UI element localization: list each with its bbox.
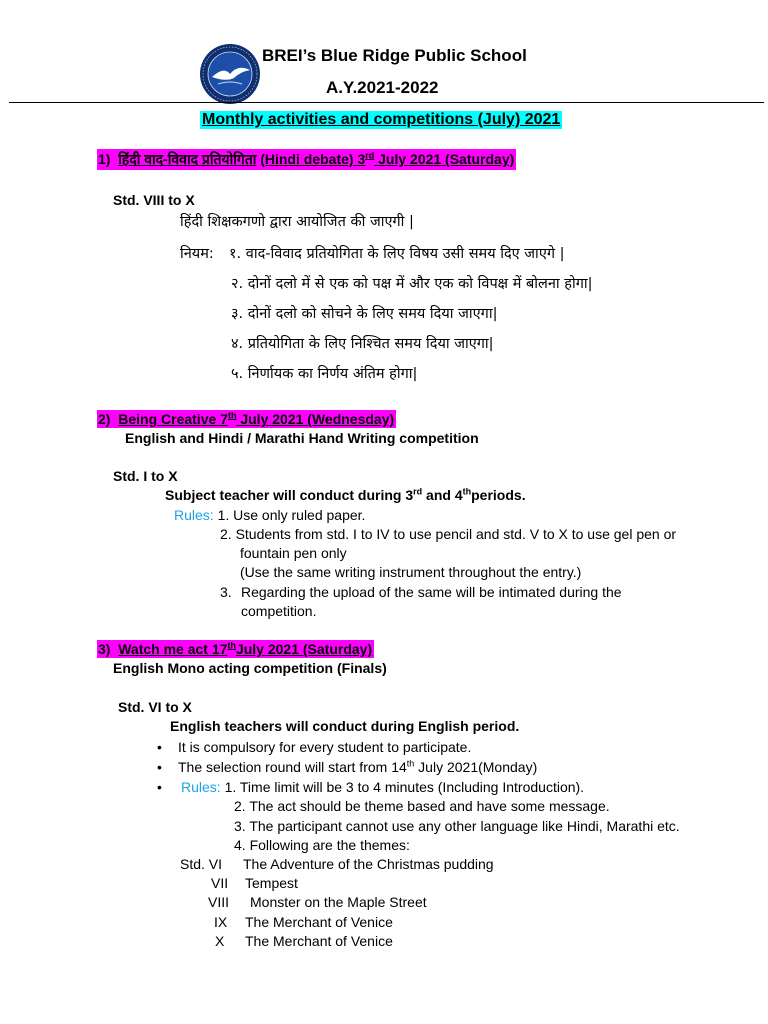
school-name: BREI’s Blue Ridge Public School <box>262 46 527 65</box>
section3-date: July 2021 (Saturday) <box>235 641 373 657</box>
bullet-icon: • <box>157 759 162 775</box>
bullet-icon: • <box>157 739 162 755</box>
section1-rule-1: १. वाद-विवाद प्रतियोगिता के लिए विषय उसी समय दिए जाएगे | <box>229 246 565 262</box>
section1-rule-4: ४. प्रतियोगिता के लिए निश्चित समय दिया जाएगा| <box>231 336 494 352</box>
section3-rule-2: 2. The act should be theme based and have some message. <box>234 798 610 814</box>
section1-intro: हिंदी शिक्षकगणो द्वारा आयोजित की जाएगी | <box>180 214 414 230</box>
theme-std: IX <box>214 914 228 930</box>
header-divider <box>9 102 764 103</box>
section2-rule-2b: fountain pen only <box>240 545 347 561</box>
section3-std: Std. VI to X <box>118 699 192 715</box>
section2-rule-3a: Regarding the upload of the same will be intimated during the <box>241 584 622 600</box>
section1-date: July 2021 (Saturday) <box>374 151 515 167</box>
section3-subtitle: English Mono acting competition (Finals) <box>113 660 387 676</box>
theme-std: VII <box>211 875 229 891</box>
section3-heading <box>97 640 374 658</box>
section2-rule-3b: competition. <box>241 603 317 619</box>
section1-number: 1) <box>98 151 111 167</box>
academic-year: A.Y.2021-2022 <box>326 78 439 97</box>
section2-teacher <box>165 487 526 503</box>
section2-std: Std. I to X <box>113 468 178 484</box>
section3-bullet-1: It is compulsory for every student to participate. <box>178 739 472 755</box>
section3-rule1-line <box>181 779 584 795</box>
section2-rule1-line <box>174 507 365 523</box>
page-title: Monthly activities and competitions (July) 2021 <box>202 111 561 128</box>
section3-bullet-2-sup: th <box>406 758 415 769</box>
theme-std: X <box>215 933 225 949</box>
section1-rule-3: ३. दोनों दलो को सोचने के लिए समय दिया जाएगा| <box>231 306 498 322</box>
school-logo <box>200 44 260 104</box>
section1-rule-2: २. दोनों दलो में से एक को पक्ष में और एक को विपक्ष में बोलना होगा| <box>231 276 593 292</box>
section2-teacher-sup1: rd <box>413 486 423 497</box>
logo-emblem-icon <box>200 44 260 104</box>
section1-std: Std. VIII to X <box>113 192 195 208</box>
section3-rule-3: 3. The participant cannot use any other language like Hindi, Marathi etc. <box>234 818 680 834</box>
theme-title: Monster on the Maple Street <box>250 894 427 910</box>
section2-sup: th <box>227 410 237 421</box>
theme-std: Std. VI <box>180 856 223 872</box>
bullet-icon: • <box>157 779 162 795</box>
section2-teacher-sup2: th <box>462 486 472 497</box>
theme-title: Tempest <box>245 875 298 891</box>
theme-title: The Adventure of the Christmas pudding <box>243 856 494 872</box>
section1-heading <box>97 149 516 170</box>
section1-sup: rd <box>365 150 375 161</box>
section1-rule-5: ५. निर्णायक का निर्णय अंतिम होगा| <box>231 366 418 382</box>
section1-name: हिंदी वाद-विवाद प्रतियोगिता <box>118 151 257 167</box>
section2-rules-label: Rules: <box>174 507 214 523</box>
section3-name: Watch me act 17 <box>118 641 228 657</box>
section2-teacher-a: Subject teacher will conduct during 3 <box>165 487 414 503</box>
section1-english: (Hindi debate) 3 <box>260 151 366 167</box>
section3-rules-label: Rules: <box>181 779 221 795</box>
section3-bullet-2 <box>178 759 537 775</box>
section2-number: 2) <box>98 411 111 427</box>
section2-name: Being Creative 7 <box>118 411 228 427</box>
section3-rule-4: 4. Following are the themes: <box>234 837 410 853</box>
section3-number: 3) <box>98 641 111 657</box>
theme-title: The Merchant of Venice <box>245 933 393 949</box>
section3-sup: th <box>227 640 236 651</box>
section2-date: July 2021 (Wednesday) <box>236 411 395 427</box>
section2-rule-3-num: 3. <box>220 584 232 600</box>
section2-teacher-c: periods. <box>471 487 526 503</box>
section3-bullet-2b: July 2021(Monday) <box>414 759 538 775</box>
section3-bullet-2a: The selection round will start from 14 <box>178 759 407 775</box>
section2-teacher-b: and 4 <box>422 487 463 503</box>
section2-rule-2c: (Use the same writing instrument throughout the entry.) <box>240 564 582 580</box>
section1-rules-label: नियम: <box>180 246 214 262</box>
section3-teacher: English teachers will conduct during English period. <box>170 718 520 734</box>
theme-std: VIII <box>208 894 230 910</box>
theme-title: The Merchant of Venice <box>245 914 393 930</box>
section2-rule-2a: 2. Students from std. I to IV to use pencil and std. V to X to use gel pen or <box>220 526 677 542</box>
section3-rule-1: 1. Time limit will be 3 to 4 minutes (Including Introduction). <box>220 779 585 795</box>
section2-subtitle: English and Hindi / Marathi Hand Writing competition <box>125 430 479 446</box>
section2-rule-1: 1. Use only ruled paper. <box>213 507 366 523</box>
section2-heading <box>97 410 396 428</box>
